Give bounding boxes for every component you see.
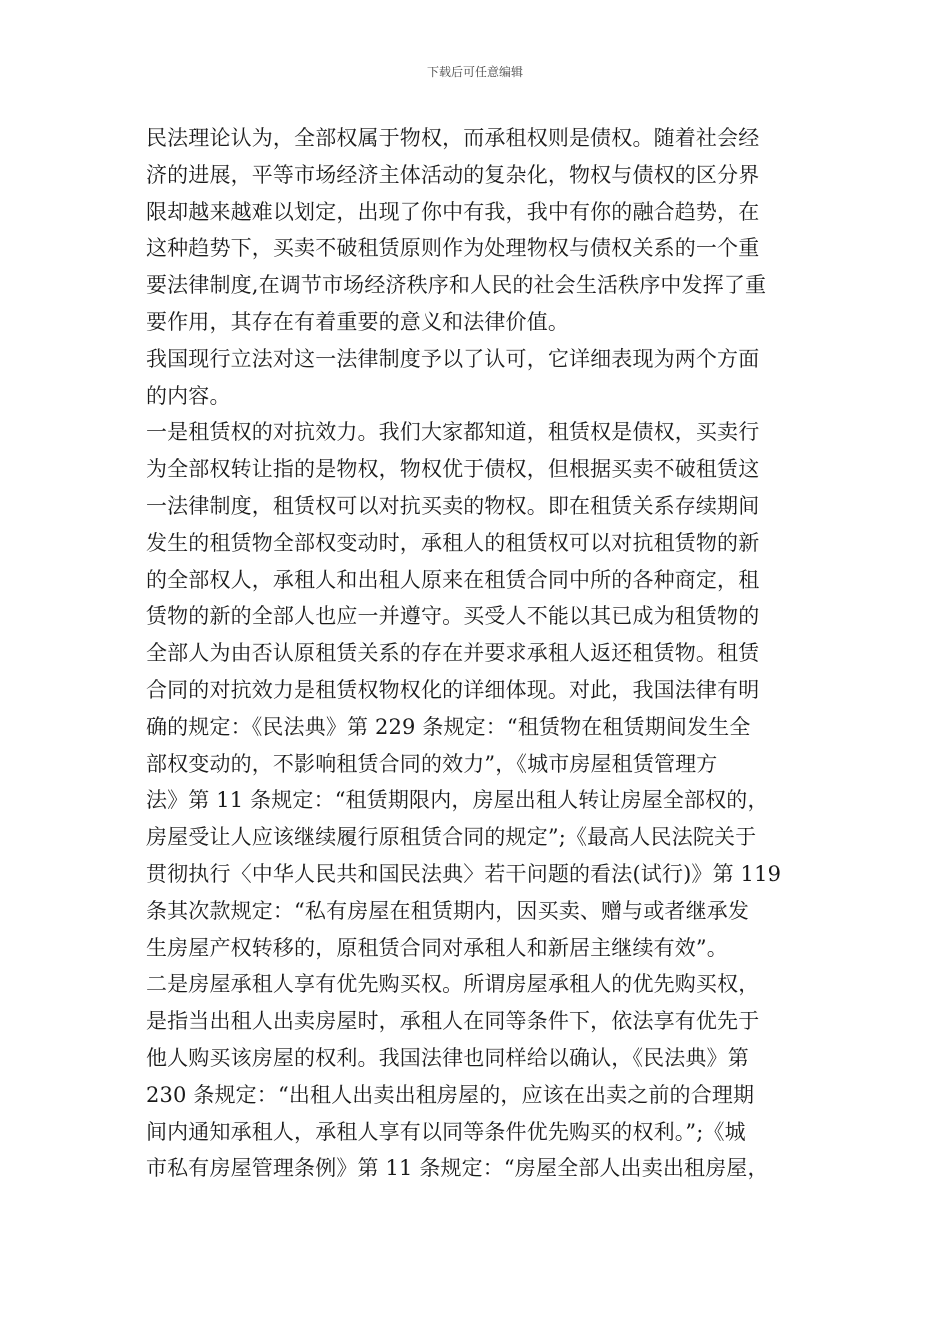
text-line: 合同的对抗效力是租赁权物权化的详细体现。对此，我国法律有明 bbox=[146, 677, 760, 702]
text-line: 间内通知承租人，承租人享有以同等条件优先购买的权利。”;《城 bbox=[146, 1119, 746, 1144]
text-line: 发生的租赁物全部权变动时，承租人的租赁权可以对抗租赁物的新 bbox=[146, 530, 760, 555]
text-line: 二是房屋承租人享有优先购买权。所谓房屋承租人的优先购买权， bbox=[146, 972, 760, 997]
text-line: 要作用，其存在有着重要的意义和法律价值。 bbox=[146, 309, 569, 334]
text-line: 我国现行立法对这一法律制度予以了认可，它详细表现为两个方面 bbox=[146, 346, 760, 371]
text-line: 确的规定：《民法典》第 229 条规定：“租赁物在租赁期间发生全 bbox=[146, 714, 751, 739]
text-line: 这种趋势下，买卖不破租赁原则作为处理物权与债权关系的一个重 bbox=[146, 236, 760, 261]
text-line: 部权变动的，不影响租赁合同的效力”，《城市房屋租赁管理方 bbox=[146, 751, 718, 776]
text-line: 市私有房屋管理条例》第 11 条规定：“房屋全部人出卖出租房屋， bbox=[146, 1156, 769, 1181]
text-line: 条其次款规定：“私有房屋在租赁期内，因买卖、赠与或者继承发 bbox=[146, 898, 750, 923]
text-line: 他人购买该房屋的权利。我国法律也同样给以确认，《民法典》第 bbox=[146, 1045, 749, 1070]
text-line: 济的进展，平等市场经济主体活动的复杂化，物权与债权的区分界 bbox=[146, 162, 760, 187]
text-line: 生房屋产权转移的，原租赁合同对承租人和新居主继续有效”。 bbox=[146, 935, 728, 960]
text-line: 一是租赁权的对抗效力。我们大家都知道，租赁权是债权，买卖行 bbox=[146, 420, 760, 445]
text-line: 的全部权人，承租人和出租人原来在租赁合同中所的各种商定，租 bbox=[146, 567, 760, 592]
text-line: 房屋受让人应该继续履行原租赁合同的规定”;《最高人民法院关于 bbox=[146, 825, 757, 850]
text-line: 的内容。 bbox=[146, 383, 231, 408]
text-line: 是指当出租人出卖房屋时，承租人在同等条件下，依法享有优先于 bbox=[146, 1009, 760, 1034]
text-line: 230 条规定：“出租人出卖出租房屋的，应该在出卖之前的合理期 bbox=[146, 1082, 755, 1107]
text-line: 一法律制度，租赁权可以对抗买卖的物权。即在租赁关系存续期间 bbox=[146, 493, 760, 518]
text-line: 贯彻执行〈中华人民共和国民法典〉若干问题的看法(试行)》第 119 bbox=[146, 861, 782, 886]
text-line: 赁物的新的全部人也应一并遵守。买受人不能以其已成为租赁物的 bbox=[146, 604, 760, 629]
body-text bbox=[146, 120, 808, 1187]
text-line: 要法律制度,在调节市场经济秩序和人民的社会生活秩序中发挥了重 bbox=[146, 273, 767, 298]
text-line: 限却越来越难以划定，出现了你中有我，我中有你的融合趋势，在 bbox=[146, 199, 760, 224]
text-line: 全部人为由否认原租赁关系的存在并要求承租人返还租赁物。租赁 bbox=[146, 641, 760, 666]
page-header: 下载后可任意编辑 bbox=[426, 65, 523, 79]
text-line: 为全部权转让指的是物权，物权优于债权，但根据买卖不破租赁这 bbox=[146, 457, 760, 482]
text-line: 法》第 11 条规定：“租赁期限内，房屋出租人转让房屋全部权的， bbox=[146, 788, 769, 813]
text-line: 民法理论认为，全部权属于物权，而承租权则是债权。随着社会经 bbox=[146, 126, 760, 150]
